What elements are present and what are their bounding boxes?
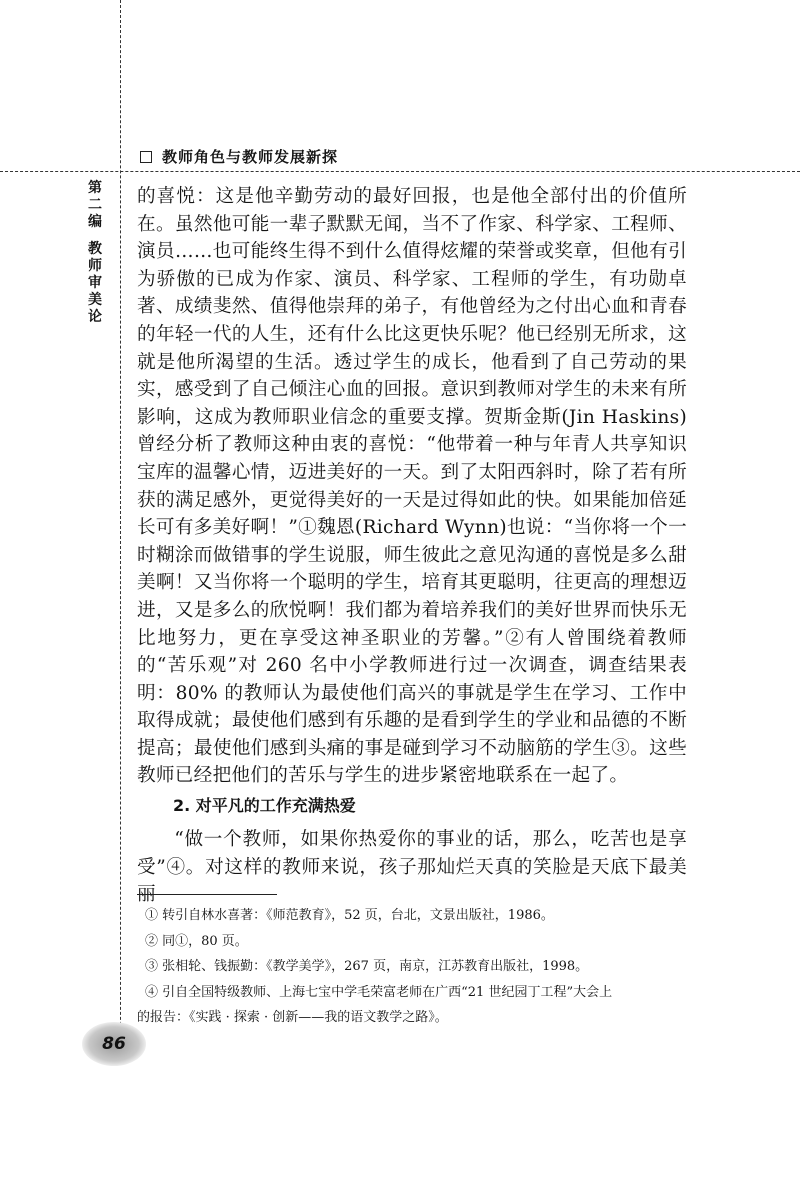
footnote: ② 同①，80 页。 bbox=[145, 933, 248, 949]
footnote-continuation: 的报告：《实践 · 探索 · 创新——我的语文教学之路》。 bbox=[137, 1010, 448, 1025]
side-tab-char: 教 bbox=[88, 241, 102, 257]
running-header-text: 教师角色与教师发展新探 bbox=[162, 148, 339, 166]
section-heading: 2. 对平凡的工作充满热爱 bbox=[173, 796, 356, 815]
side-tab-char: 第 bbox=[88, 180, 102, 196]
footnotes bbox=[137, 903, 697, 1031]
side-tab-char: 二 bbox=[88, 197, 102, 213]
side-tab-char: 师 bbox=[88, 258, 102, 274]
body-text bbox=[137, 183, 687, 790]
section-body bbox=[137, 826, 687, 909]
footnote: ① 转引自林水喜著：《师范教育》，52 页，台北，文景出版社，1986。 bbox=[145, 908, 554, 923]
margin-cut-line-horizontal bbox=[0, 171, 800, 172]
margin-cut-line-vertical bbox=[120, 0, 121, 1060]
side-tab-char: 编 bbox=[88, 214, 102, 230]
side-tab-char: 审 bbox=[88, 275, 102, 291]
footnote: ③ 张相轮、钱振勤：《教学美学》，267 页，南京，江苏教育出版社，1998。 bbox=[145, 959, 589, 974]
body-paragraph: 的喜悦：这是他辛勤劳动的最好回报，也是他全部付出的价值所在。虽然他可能一辈子默默无闻，当不了作家、科学家、工程师、演员……也可能终生得不到什么值得炫耀的荣誉或奖章，但他有引为骄傲的已成为作家、演员、科学家、工程师的学生，有功勋卓著、成绩斐然、值得他崇拜的弟子，有他曾经为之付出心血和青春的年轻一代的人生，还有什么比这更快乐呢？他已经别无所求，这就是他所渴望的生活。透过学生的成长，他看到了自己劳动的果实，感受到了自己倾注心血的回报。意识到教师对学生的未来有所影响，这成为教师职业信念的重要支撑。贺斯金斯(Jin Haskins)曾经分析了教师这种由衷的喜悦：“他带着一种与年青人共享知识宝库的温馨心情，迈进美好的一天。到了太阳西斜时，除了若有所获的满足感外，更觉得美好的一天是过得如此的快。如果能加倍延长可有多美好啊！”①魏恩(Richard Wynn)也说：“当你将一个一时糊涂而做错事的学生说服，师生彼此之意见沟通的喜悦是多么甜美啊！又当你将一个聪明的学生，培育其更聪明，往更高的理想迈进，又是多么的欣悦啊！我们都为着培养我们的美好世界而快乐无比地努力，更在享受这神圣职业的芳馨。”②有人曾围绕着教师的“苦乐观”对 260 名中小学教师进行过一次调查，调查结果表明：80% 的教师认为最使他们高兴的事就是学生在学习、工作中取得成就；最使他们感到有乐趣的是看到学生的学业和品德的不断提高；最使他们感到头痛的事是碰到学习不动脑筋的学生③。这些教师已经把他们的苦乐与学生的进步紧密地联系在一起了。 bbox=[137, 186, 687, 787]
square-bullet-icon bbox=[140, 151, 152, 163]
side-tab-char: 论 bbox=[88, 309, 102, 325]
side-tab-char: 美 bbox=[88, 292, 102, 308]
footnote-rule bbox=[137, 894, 277, 895]
running-header bbox=[140, 146, 338, 167]
footnote: ④ 引自全国特级教师、上海七宝中学毛荣富老师在广西“21 世纪园丁工程”大会上 bbox=[145, 984, 613, 1000]
side-tab bbox=[84, 180, 106, 326]
page-number: 86 bbox=[82, 1022, 146, 1066]
section-paragraph: “做一个教师，如果你热爱你的事业的话，那么，吃苦也是享受”④。对这样的教师来说，孩子那灿烂天真的笑脸是天底下最美丽 bbox=[137, 829, 687, 906]
